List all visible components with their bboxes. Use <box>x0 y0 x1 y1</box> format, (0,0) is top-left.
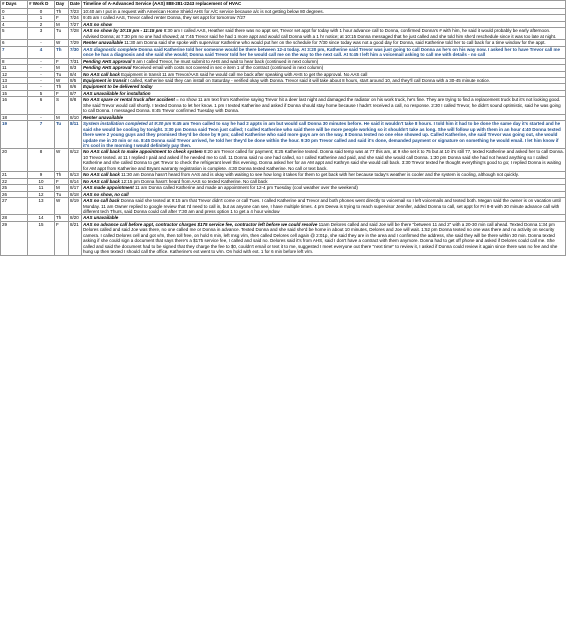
days-cell: 1 <box>1 15 28 21</box>
table-row <box>1 46 566 58</box>
timeline-text: 9:45 am Teon called to say he had 2 appts in am but would call Donna 30 minutes before. He said it wouldn't take 8 hours. I told him it had to be done the same day it's started and he said she would be cooling by tonight. 3:30 pm Donna said Teon just called; I called Katherine who said there will be more people working so it shouldn't take as long. She will follow up with them in an hour 4:40 Donna texted there were 2 young guys and they promised they'd be done by 9 pm; called Katherine who said more guys are on the way. 8 Donna texted no one else showed up. Called Katherine, she said Trevor was going out, she would update me in 20 min or so. 8:45 Donna said Trevor arrived, he told her they'd be done within the hour. 9:30 pm Trevor called and said it's done, demanded payment or signature on something he would email. I let him know if it's cool in the morning I would definitely pay then. <box>83 121 561 148</box>
day-cell: F <box>55 15 69 21</box>
status-lead: AAS unavailable <box>83 215 119 221</box>
table-row <box>1 28 566 40</box>
date-cell: 7/28 <box>69 28 82 40</box>
work-days-cell: - <box>28 84 55 90</box>
date-cell: 8/13 <box>69 172 82 178</box>
table-row <box>1 121 566 149</box>
days-cell: 27 <box>1 198 28 215</box>
timeline-text: 12:15 pm Donna hasn't heard from AAS so texted Katherine. No call back <box>119 178 268 184</box>
header-date: Date <box>69 1 82 9</box>
status-lead: No AAS call back <box>83 71 120 77</box>
day-cell: W <box>55 149 69 172</box>
table-row <box>1 97 566 114</box>
header-work-days: # Work D <box>28 1 55 9</box>
work-days-cell: 11 <box>28 185 55 191</box>
table-row <box>1 172 566 178</box>
status-lead: AAS no show, no call <box>83 191 129 197</box>
day-cell: Th <box>55 84 69 90</box>
timeline-cell <box>82 172 566 178</box>
day-cell: S <box>55 97 69 114</box>
work-days-cell: 15 <box>28 221 55 255</box>
timeline-text: 8:20 am Trevor called for payment; 8:25 Katherine texted. Donna said temp was at 77 this am, at 9 she set it to 75 but at 10 it's still 77, texted Katherine and asked her to call Donna. 10 Trevor texted. at 11 I replied I paid and asked if he needed me to call. 11 Donna said no one had called, so I called Katherine and paid, and she said she would call Donna. 1:30 pm Donna said she had not heard anything so I called Katherine and she called Donna to get Trevor to check the refrigerant level this evening. Donna asked her for an AM appt and Kathryn said she would call back. 3:30 Trevor texted he thought everything's good to go; I replied Donna is waiting for AM appt from Katherine and Bryant warranty registration is complete. 4:30 Donna texted Katherine. No call or text back. <box>83 149 564 171</box>
date-cell: 8/6 <box>69 84 82 90</box>
day-cell: Tu <box>55 191 69 197</box>
work-days-cell: 14 <box>28 215 55 221</box>
work-days-cell: 4 <box>28 46 55 58</box>
table-row <box>1 149 566 172</box>
work-days-cell: 5 <box>28 90 55 96</box>
day-cell: Tu <box>55 71 69 77</box>
day-cell: Th <box>55 215 69 221</box>
work-days-cell: - <box>28 77 55 83</box>
timeline-cell <box>82 40 566 46</box>
days-cell: 8 <box>1 58 28 64</box>
work-days-cell: 8 <box>28 149 55 172</box>
days-cell: 5 <box>1 28 28 40</box>
table-row <box>1 221 566 255</box>
timeline-text: 8:30 am I called AAS, Heather said there was no appt set, Trevor set appt for today with 1 hour advance call to Donna, confirmed Donna's # with him, he said it would probably be early afternoon. Advised Donna; at 7:30 pm no one had showed; at 7:45 Trevor said he had 1 more appt and would call Donna with a 1 hr notice; at 10:15 Donna messaged that he just called and she told him she'd reschedule since it was too late at night. <box>83 28 557 39</box>
status-lead: System installation completed at 9:30 pm <box>83 121 172 127</box>
day-cell: W <box>55 77 69 83</box>
timeline-cell <box>82 46 566 58</box>
status-lead: AAS no advance call before appt, contractor charges $175 service fee, contractor left before we could resolve <box>83 221 318 227</box>
date-cell: 8/20 <box>69 215 82 221</box>
days-cell: 14 <box>1 84 28 90</box>
day-cell: Th <box>55 46 69 58</box>
day-cell: Th <box>55 172 69 178</box>
days-cell: 26 <box>1 191 28 197</box>
days-cell: 21 <box>1 172 28 178</box>
timeline-table <box>0 0 566 256</box>
date-cell: 7/27 <box>69 21 82 27</box>
days-cell: 4 <box>1 21 28 27</box>
date-cell: 8/11 <box>69 121 82 149</box>
timeline-cell <box>82 198 566 215</box>
status-lead: Renter unavailable <box>83 40 124 46</box>
days-cell: 20 <box>1 149 28 172</box>
day-cell: F <box>55 178 69 184</box>
status-lead: No AAS call back <box>83 172 120 178</box>
day-cell: Th <box>55 9 69 15</box>
day-cell: M <box>55 65 69 71</box>
timeline-text: 9 am I called Trevor, he must submit to AHS and wait to hear back (continued in next column) <box>131 58 319 64</box>
date-cell: 8/21 <box>69 221 82 255</box>
date-cell: 8/18 <box>69 191 82 197</box>
days-cell: 12 <box>1 71 28 77</box>
status-lead: Pending AHS approval <box>83 65 132 71</box>
status-lead: Equipment to be delivered today <box>83 84 153 90</box>
timeline-text: Equipment in transit 11 am Trevor/AAS said he would call me back after speaking with AHS to get the approval. No AAS call <box>119 71 368 77</box>
header-row <box>1 1 566 9</box>
days-cell: 13 <box>1 77 28 83</box>
work-days-cell: 7 <box>28 121 55 149</box>
day-cell: M <box>55 185 69 191</box>
work-days-cell: 10 <box>28 178 55 184</box>
work-days-cell: 1 <box>28 15 55 21</box>
days-cell: 0 <box>1 9 28 15</box>
work-days-cell: - <box>28 40 55 46</box>
status-lead: Equipment in transit <box>83 77 127 83</box>
work-days-cell: - <box>28 65 55 71</box>
work-days-cell: 6 <box>28 97 55 114</box>
day-cell: Tu <box>55 121 69 149</box>
date-cell: 8/10 <box>69 114 82 120</box>
timeline-text: 11 am Donna called Katherine and made an appointment for 12-4 pm Tuesday (cool weather over the weekend) <box>133 185 358 191</box>
date-cell: 8/12 <box>69 149 82 172</box>
header-timeline: Timeline of A-Advanced Service (AAS) 888-281-2243 replacement of HVAC <box>82 1 566 9</box>
days-cell: 29 <box>1 221 28 255</box>
timeline-text: Donna said she texted at 9:15 am that Trevor didn't come or call Tues. I called Katherine and Trevor and both phones went directly to voicemail so I left voicemails and texted both. Megan said the owner is on vacation until Monday. 11 am Owner replied to google review that I'd need to call in, but as anyone can see, I have multiple times. 4 pm Deeva is trying to reach supervisor Jennifer, added Donna to call, set appt for Fri 8-8 with 30 minute advance call with different tech Thurs, said Donna could call after 7:30 am and press option 1 to get a 4 hour window <box>83 198 561 214</box>
work-days-cell: - <box>28 71 55 77</box>
status-lead: AAS no call back <box>83 198 120 204</box>
day-cell: Tu <box>55 28 69 40</box>
status-lead: No AAS call back <box>83 178 120 184</box>
timeline-cell <box>82 97 566 114</box>
days-cell: 6 <box>1 40 28 46</box>
date-cell: 8/3 <box>69 65 82 71</box>
days-cell: 16 <box>1 97 28 114</box>
timeline-cell <box>82 28 566 40</box>
timeline-text: 10:40 am I put in a request with American Home Shield AHS for A/C service because a/c is not getting below 80 degrees. <box>83 9 324 14</box>
status-lead: AAS unavailable for installation <box>83 90 151 96</box>
day-cell: M <box>55 21 69 27</box>
table-row <box>1 198 566 215</box>
date-cell: 7/23 <box>69 9 82 15</box>
date-cell: 7/24 <box>69 15 82 21</box>
date-cell: 8/19 <box>69 198 82 215</box>
status-lead: AAS no show by 10:15 pm - 11:15 pm <box>83 28 163 34</box>
header-days: # Days <box>1 1 28 9</box>
date-cell: 8/14 <box>69 178 82 184</box>
day-cell: M <box>55 114 69 120</box>
timeline-text: 11:30 am Donna said she spoke with supervisor Katherine who would put her on the schedule for 7/30 since today was not a good day for Donna, said Katherine told her to call back for a time window for the appt. <box>123 40 546 46</box>
status-lead: No AAS call back to make appointment to check system <box>83 149 203 155</box>
days-cell: 28 <box>1 215 28 221</box>
date-cell: 8/7 <box>69 90 82 96</box>
status-lead: AAS made appointment <box>83 185 134 191</box>
days-cell: 15 <box>1 90 28 96</box>
day-cell: W <box>55 40 69 46</box>
date-cell: 7/29 <box>69 40 82 46</box>
status-lead: Pending AHS approval <box>83 58 132 64</box>
day-cell: F <box>55 221 69 255</box>
status-lead: No AAS spare or rental truck after accident <box>83 97 175 103</box>
date-cell: 8/5 <box>69 77 82 83</box>
date-cell: 8/8 <box>69 97 82 114</box>
date-cell: 7/31 <box>69 58 82 64</box>
timeline-text: Received email with costs not covered in sec e item 1 of the contract (continued in next column) <box>131 65 324 71</box>
work-days-cell: 9 <box>28 172 55 178</box>
days-cell: 7 <box>1 46 28 58</box>
days-cell: 18 <box>1 114 28 120</box>
date-cell: 8/17 <box>69 185 82 191</box>
days-cell: 11 <box>1 65 28 71</box>
timeline-text: I called, Katherine said they can install on Saturday - verified okay with Donna. Trevor said it will take about 8 hours, start around 10, and they'll call Donna with a 30-45 minute notice. <box>126 77 491 83</box>
table-row <box>1 40 566 46</box>
status-lead: AAS diagnostic complete <box>83 46 138 52</box>
work-days-cell: 13 <box>28 198 55 215</box>
status-lead: Renter unavailable <box>83 114 124 120</box>
day-cell: W <box>55 198 69 215</box>
timeline-text: 11am Delores called and said Joe will be there "between 11 and 2" with a 20-30 min call ahead. Texted Donna 1:34 pm Delores called and said Joe was there, no one called me or Donna in advance. Texted Donna and she said she'd be home in about 10 minutes, Delores and Joe will wait. 1:52 pm Donna texted no one was there and no activity on security camera. I called Delores cell and got v/m, then toll free, on hold 6 min, left msg v/m, then called Delores cell again @ 2:01p, she said they are in the area and I confirmed the address, she said they will be there within 30 min. Donna texted asking if she could sign a document that says there's a $175 service fee, I called and said no. Delores said it's from AHS, said I don't have a contract with them anymore. Donna had to get off phone and asked if Delores could call me. She called and said the document had to be signed that they charge the fee to $0, couldn't email or text it to me, suggested I meet everyone out there "next time" to review it, I asked if Donna could review it again since there was no fee and she hung up then texted I should call the office. Katherine's ext went to v/m. On hold with ext. 1 for 6 min before left v/m. <box>83 221 558 255</box>
work-days-cell: 2 <box>28 21 55 27</box>
days-cell: 22 <box>1 178 28 184</box>
work-days-cell: - <box>28 58 55 64</box>
timeline-text: 11:30 am Donna hasn't heard from AAS and is okay with waiting to see how long it takes for them to get back with her because today's weather is cooler and the system is cooling, although not quickly. <box>119 172 519 178</box>
work-days-cell: 12 <box>28 191 55 197</box>
timeline-cell <box>82 121 566 149</box>
timeline-text: 9:45 am I called AAS, Trevor called renter Donna, they set appt for tomorrow 7/27 <box>83 15 246 21</box>
timeline-cell <box>82 221 566 255</box>
work-days-cell: 0 <box>28 9 55 15</box>
work-days-cell: - <box>28 114 55 120</box>
timeline-cell <box>82 149 566 172</box>
timeline-body <box>1 9 566 256</box>
status-lead: AAS no show <box>83 21 112 27</box>
date-cell: 8/4 <box>69 71 82 77</box>
day-cell: F <box>55 58 69 64</box>
date-cell: 7/30 <box>69 46 82 58</box>
days-cell: 25 <box>1 185 28 191</box>
day-cell: F <box>55 90 69 96</box>
days-cell: 19 <box>1 121 28 149</box>
work-days-cell: 3 <box>28 28 55 40</box>
timeline-text: = no show 11 am text from Katherine saying Trevor hit a deer last night and damaged the radiator on his work truck, he's fine. They are trying to find a replacement truck but it's not looking good. She said Trevor would call shortly. I texted Donna to let her know. 1 pm I texted Katherine and asked if Donna should stay home because I hadn't received a call, no response. 2:30 I called Trevor, he didn't sound optimistic, said he was going to call Donna. I messaged Donna. 8:45 Trevor confirmed Tuesday with Donna. <box>83 97 561 114</box>
timeline-text: Donna said Katherine told her someone would be there between 12-4 today. At 3:20 pm, Katherine said Trevor was just going to call Donna as he's on his way now. I asked her to have Trevor call me once he has a diagnosis and she said she would; Donna said Trevor told her he would call me on the way to the next call. At 5:45 I left him a voicemail asking to call me with details - no call <box>83 46 561 58</box>
table-row <box>1 77 566 83</box>
header-day: Day <box>55 1 69 9</box>
